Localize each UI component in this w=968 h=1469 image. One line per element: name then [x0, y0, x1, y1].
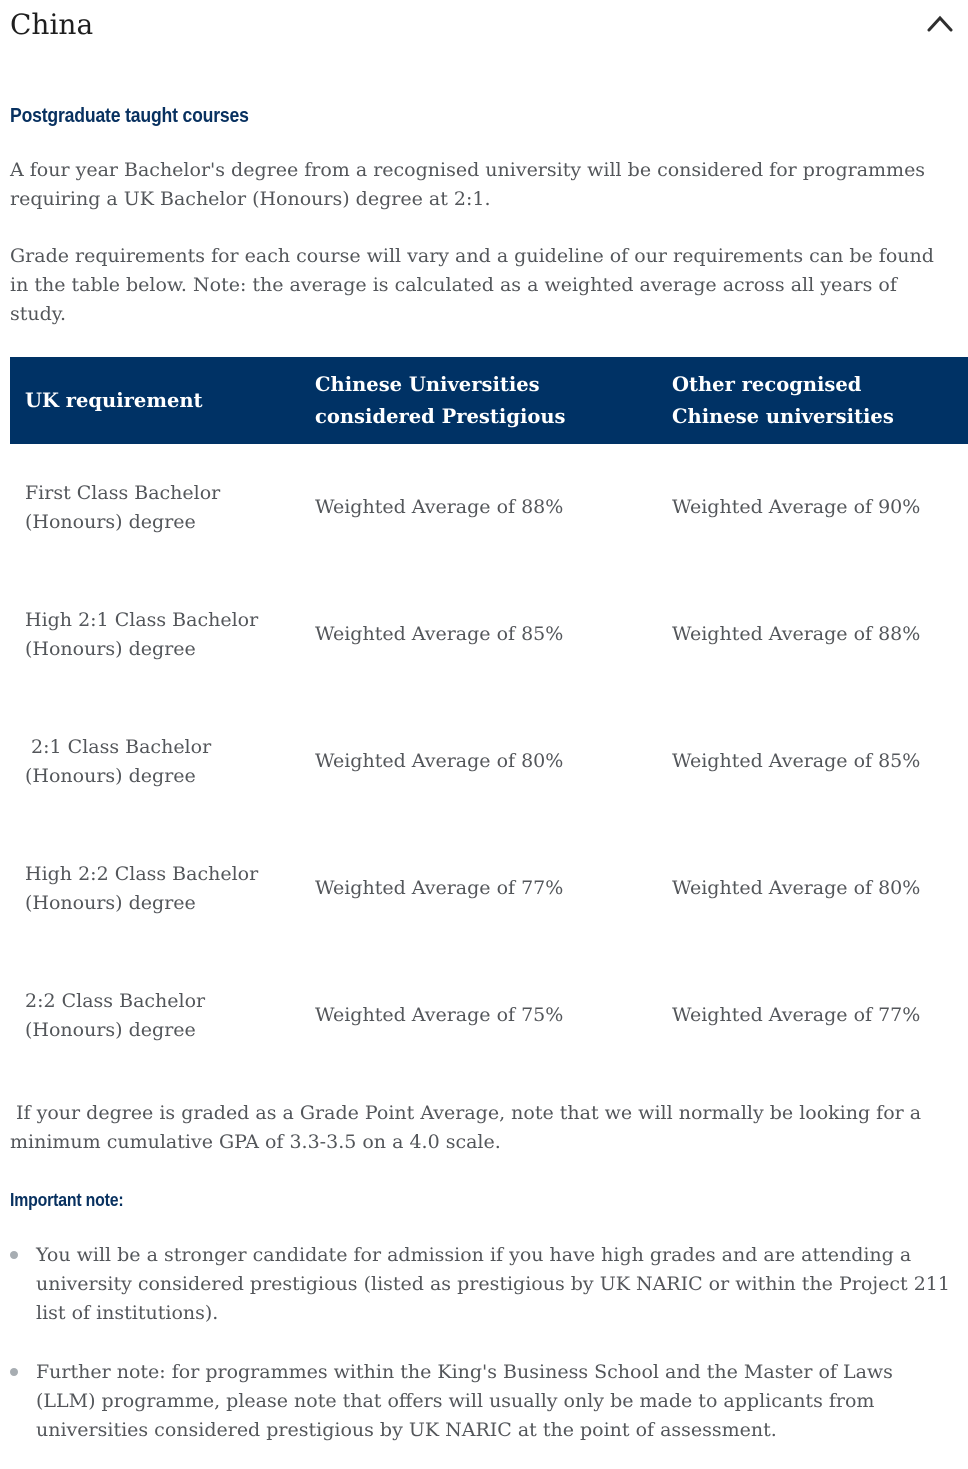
grade-guideline-paragraph: Grade requirements for each course will vary and a guideline of our requirements can be found in the table below. Note: the average is calculated as a weighted average across all years of study. — [10, 245, 934, 325]
gpa-note: If your degree is graded as a Grade Point Average, note that we will normally be looking for a minimum cumulative GPA of 3.3-3.5 on a 4.0 scale. — [10, 1102, 928, 1153]
requirements-table — [10, 357, 968, 1079]
table-row — [10, 952, 968, 1079]
section-heading: Postgraduate taught courses — [10, 105, 249, 127]
prestigious-value-cell: Weighted Average of 75% — [315, 1004, 564, 1026]
notes-list — [0, 1241, 954, 1445]
prestigious-value-cell: Weighted Average of 77% — [315, 877, 564, 899]
note-text: Further note: for programmes within the King's Business School and the Master of Laws (LLM) programme, please note that offers will usually only be made to applicants from universities considered prestigious by UK NARIC at the point of assessment. — [36, 1361, 893, 1441]
requirement-cell: 2:1 Class Bachelor (Honours) degree — [25, 735, 218, 787]
requirement-cell: First Class Bachelor (Honours) degree — [25, 481, 227, 533]
list-item — [10, 1241, 954, 1328]
accordion-header[interactable] — [0, 0, 968, 44]
other-value-cell: Weighted Average of 77% — [672, 1004, 921, 1026]
column-header-uk-requirement: UK requirement — [25, 388, 203, 412]
accordion-content — [0, 44, 968, 1445]
other-value-cell: Weighted Average of 80% — [672, 877, 921, 899]
table-row — [10, 825, 968, 952]
requirement-cell: 2:2 Class Bachelor (Honours) degree — [25, 989, 212, 1041]
bullet-icon — [10, 1368, 18, 1376]
other-value-cell: Weighted Average of 85% — [672, 750, 921, 772]
table-row — [10, 571, 968, 698]
prestigious-value-cell: Weighted Average of 85% — [315, 623, 564, 645]
table-row — [10, 698, 968, 825]
prestigious-value-cell: Weighted Average of 88% — [315, 496, 564, 518]
chevron-up-icon[interactable] — [926, 12, 954, 36]
important-note-heading: Important note: — [10, 1190, 124, 1210]
intro-paragraph: A four year Bachelor's degree from a recognised university will be considered for programmes requiring a UK Bachelor (Honours) degree at 2:1. — [10, 159, 926, 210]
table-header-row — [10, 357, 968, 444]
other-value-cell: Weighted Average of 90% — [672, 496, 921, 518]
requirement-cell: High 2:2 Class Bachelor (Honours) degree — [25, 862, 265, 914]
requirement-cell: High 2:1 Class Bachelor (Honours) degree — [25, 608, 265, 660]
list-item — [10, 1358, 954, 1445]
table-row — [10, 444, 968, 571]
prestigious-value-cell: Weighted Average of 80% — [315, 750, 564, 772]
other-value-cell: Weighted Average of 88% — [672, 623, 921, 645]
column-header-other: Other recognised Chinese universities — [672, 372, 894, 428]
bullet-icon — [10, 1251, 18, 1259]
accordion-title: China — [10, 8, 94, 41]
column-header-prestigious: Chinese Universities considered Prestigious — [315, 372, 566, 428]
note-text: You will be a stronger candidate for admission if you have high grades and are attending a university considered prestigious (listed as prestigious by UK NARIC or within the Project 211 list of institutions). — [36, 1244, 950, 1324]
